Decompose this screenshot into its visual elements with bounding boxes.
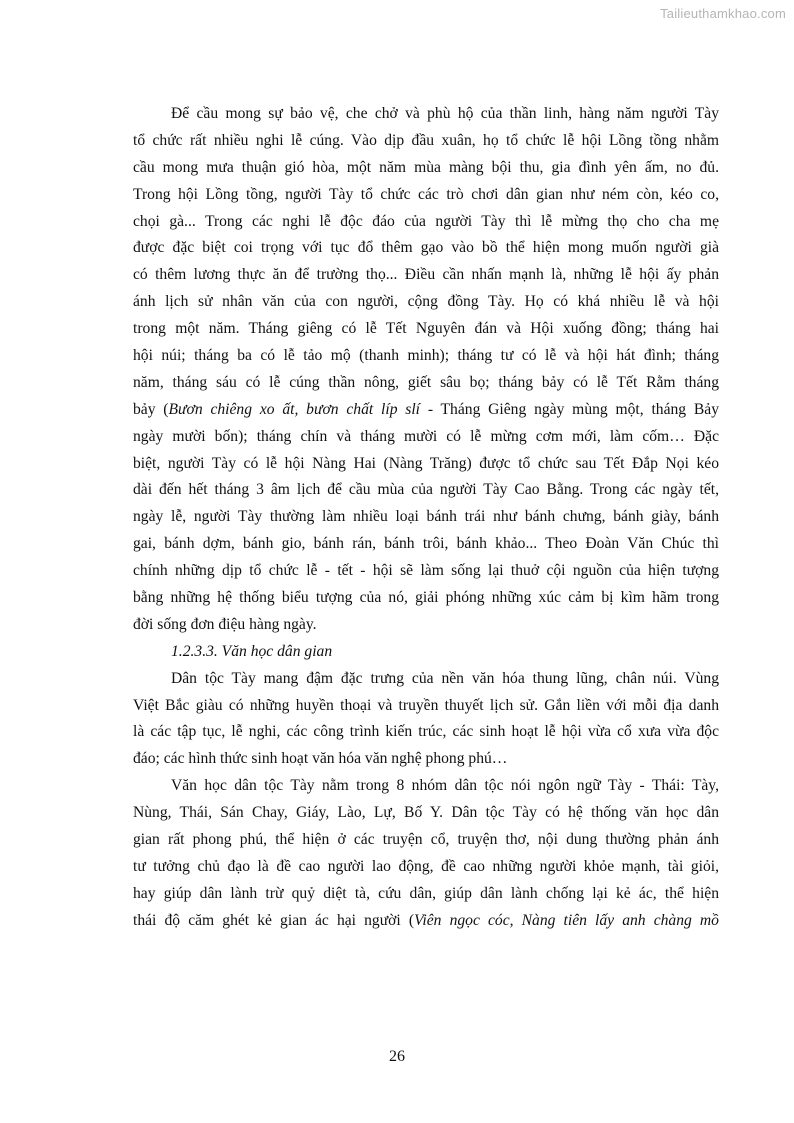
text-line: bằng những hệ thống biểu tượng của nó, giải phóng những xúc cảm bị kìm hãm trong [133,589,719,607]
text-line [133,397,719,424]
text-line: chính những dịp tổ chức lễ - tết - hội sẽ làm sống lại thuở cội nguồn của hiện tượng [133,562,719,580]
text-line: Văn học dân tộc Tày nằm trong 8 nhóm dân tộc nói ngôn ngữ Tày - Thái: Tày, [171,777,719,795]
page-number: 26 [389,1048,405,1065]
text-line: được đặc biệt coi trọng với tục đổ thêm gạo vào bồ thể hiện mong muốn người già [133,239,719,257]
text-line: năm, tháng sáu có lễ cúng thần nông, giết sâu bọ; tháng bảy có lễ Tết Rằm tháng [133,373,719,391]
text-line: gai, bánh dợm, bánh gio, bánh rán, bánh trôi, bánh khảo... Theo Đoàn Văn Chúc thì [133,535,719,553]
text-line: gian rất phong phú, thể hiện ở các truyện cổ, truyện thơ, nội dung thường phản ánh [133,831,719,849]
text-line: chọi gà... Trong các nghi lễ độc đáo của người Tày thì lễ mừng thọ cho cha mẹ [133,212,719,230]
document-body [133,101,719,935]
text-line: Trong hội Lồng tồng, người Tày tổ chức các trò chơi dân gian như ném còn, kéo co, [133,185,719,203]
italic-phrase: Bươn chiêng xo ất, bươn chất líp slí [168,400,421,418]
text-line: có thêm lương thực ăn để trường thọ... Điều cần nhấn mạnh là, những lễ hội ấy phản [133,266,719,284]
text-line: cầu mong mưa thuận gió hòa, một năm mùa màng bội thu, gia đình yên ấm, no đủ. [133,158,719,176]
text-line: ngày mười bốn); tháng chín và tháng mười có lễ mừng cơm mới, làm cốm… Đặc [133,427,719,445]
text-line: hội núi; tháng ba có lễ tảo mộ (thanh minh); tháng tư có lễ và hội hát đình; tháng [133,347,719,365]
text-line [133,908,719,935]
text-line: ngày lễ, người Tày thường làm nhiều loại bánh trái như bánh chưng, bánh giày, bánh [133,508,719,526]
text-line: Dân tộc Tày mang đậm đặc trưng của nền văn hóa thung lũng, chân núi. Vùng [171,669,719,687]
watermark: Tailieuthamkhao.com [660,6,786,21]
paragraph-festivals [133,101,719,639]
section-heading: 1.2.3.3. Văn học dân gian [171,642,333,660]
text-line: dài đến hết tháng 3 âm lịch để cầu mùa của người Tày Cao Bằng. Trong các ngày tết, [133,481,719,499]
text-line: đời sống đơn điệu hàng ngày. [133,615,317,633]
paragraph-region [133,666,719,774]
text-span: bảy ( [133,400,169,418]
text-line: là các tập tục, lễ nghi, các công trình kiến trúc, các sinh hoạt lễ hội vừa cổ xưa vừa độc [133,723,719,741]
text-line: ánh lịch sử nhân văn của con người, cộng đồng Tày. Họ có khá nhiều lễ và hội [133,293,719,311]
text-line: hay giúp dân lành trừ quỷ diệt tà, cứu dân, giúp dân lành chống lại kẻ ác, thể hiện [133,884,719,902]
text-line: tổ chức rất nhiều nghi lễ cúng. Vào dịp đầu xuân, họ tổ chức lễ hội Lồng tồng nhằm [133,131,719,149]
text-line: đáo; các hình thức sinh hoạt văn hóa văn nghệ phong phú… [133,750,508,768]
text-span: - Tháng Giêng ngày mùng một, tháng Bảy [420,400,720,418]
text-line: Để cầu mong sự bảo vệ, che chở và phù hộ của thần linh, hàng năm người Tày [171,105,719,122]
text-span: thái độ căm ghét kẻ gian ác hại người ( [133,911,415,929]
text-line: biệt, người Tày có lễ hội Nàng Hai (Nàng Trăng) được tổ chức sau Tết Đắp Nọi kéo [133,454,719,472]
text-line: tư tưởng chủ đạo là đề cao người lao động, đề cao những người khỏe mạnh, tài giỏi, [133,857,719,875]
text-line: Nùng, Thái, Sán Chay, Giáy, Lào, Lự, Bố Y. Dân tộc Tày có hệ thống văn học dân [133,804,719,822]
italic-phrase: Viên ngọc cóc, Nàng tiên lấy anh chàng mồ [414,911,719,929]
text-line: Việt Bắc giàu có những huyền thoại và truyền thuyết lịch sử. Gắn liền với mỗi địa danh [133,696,719,714]
text-line: trong một năm. Tháng giêng có lễ Tết Nguyên đán và Hội xuống đồng; tháng hai [133,320,719,338]
paragraph-literature [133,773,719,934]
